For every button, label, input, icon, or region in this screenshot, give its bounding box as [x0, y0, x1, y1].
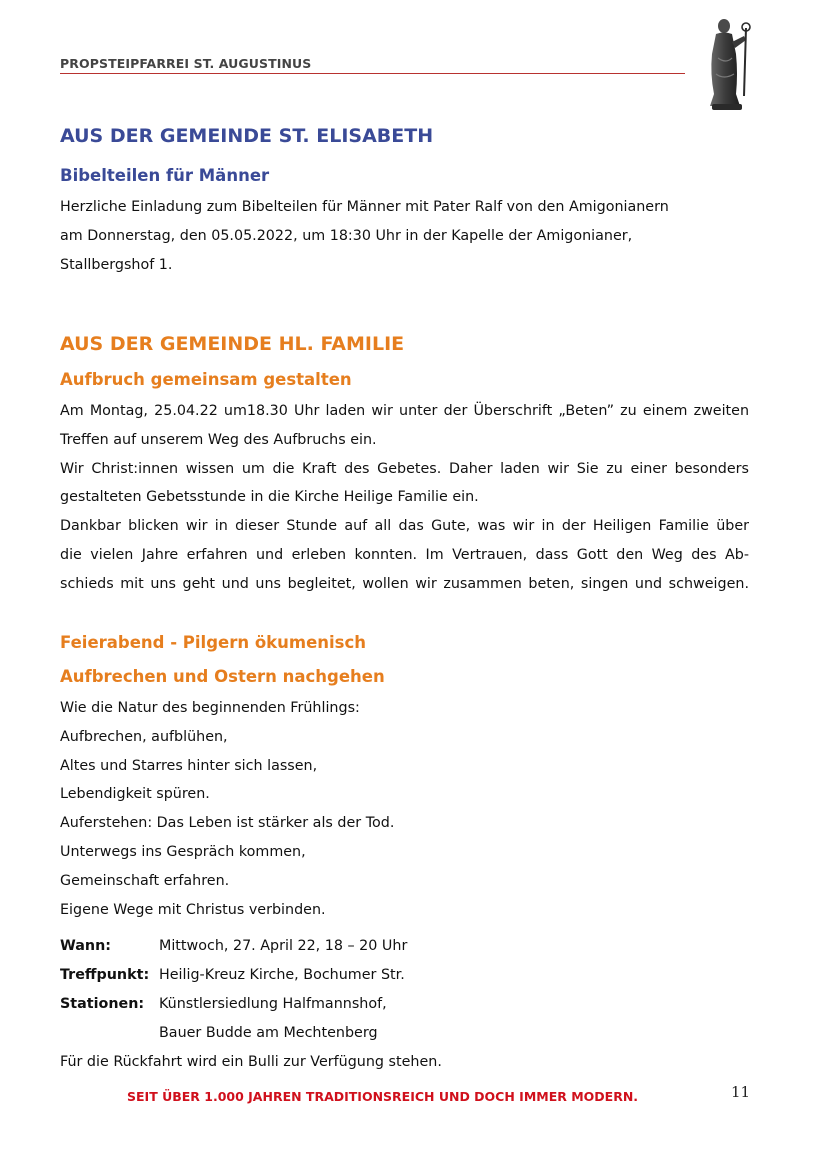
text-line: Altes und Starres hinter sich lassen, [60, 757, 318, 774]
detail-label: Wann: [60, 938, 111, 954]
section-title-st-elisabeth: AUS DER GEMEINDE ST. ELISABETH [60, 125, 434, 147]
text-line: Eigene Wege mit Christus verbinden. [60, 901, 326, 918]
text-line: schieds mit uns geht und uns begleitet, wollen wir zusammen beten, singen und schweigen. [60, 575, 749, 592]
saint-statue-image [702, 14, 762, 116]
subtitle-aufbruch: Aufbruch gemeinsam gestalten [60, 370, 352, 389]
detail-value: Künstlersiedlung Halfmannshof, [159, 996, 387, 1012]
subtitle-ostern: Aufbrechen und Ostern nachgehen [60, 667, 385, 686]
text-line: Herzliche Einladung zum Bibelteilen für Männer mit Pater Ralf von den Amigonianern [60, 199, 669, 215]
text-line: Auferstehen: Das Leben ist stärker als der Tod. [60, 815, 395, 832]
detail-value: Heilig-Kreuz Kirche, Bochumer Str. [159, 967, 405, 983]
text-line: Wir Christ:innen wissen um die Kraft des Gebetes. Daher laden wir Sie zu einer besonders [60, 460, 749, 477]
footer-slogan: SEIT ÜBER 1.000 JAHREN TRADITIONSREICH UND DOCH IMMER MODERN. [127, 1089, 639, 1104]
text-line: Wie die Natur des beginnenden Frühlings: [60, 700, 360, 716]
poem-lines [60, 694, 394, 924]
text-line: gestalteten Gebetsstunde in die Kirche Heilige Familie ein. [60, 489, 479, 506]
detail-value: Mittwoch, 27. April 22, 18 – 20 Uhr [159, 938, 408, 954]
text-line: Am Montag, 25.04.22 um18.30 Uhr laden wir unter der Überschrift „Beten” zu einem zweiten [60, 403, 749, 419]
closing-note: Für die Rückfahrt wird ein Bulli zur Verfügung stehen. [60, 1054, 442, 1070]
text-line: Gemeinschaft erfahren. [60, 872, 230, 889]
text-line: die vielen Jahre erfahren und erleben konnten. Im Vertrauen, dass Gott den Weg des Ab- [60, 546, 749, 563]
text-line: Unterwegs ins Gespräch kommen, [60, 843, 306, 860]
paragraph-bibelteilen [60, 193, 749, 279]
detail-row-stationen [60, 996, 387, 1012]
text-line: Stallbergshof 1. [60, 256, 173, 273]
text-line: Lebendigkeit spüren. [60, 786, 210, 803]
detail-value: Bauer Budde am Mechtenberg [159, 1025, 378, 1041]
subtitle-bibelteilen: Bibelteilen für Männer [60, 166, 270, 185]
text-line: am Donnerstag, den 05.05.2022, um 18:30 Uhr in der Kapelle der Amigonianer, [60, 227, 633, 244]
title-feierabend-pilgern: Feierabend - Pilgern ökumenisch [60, 633, 367, 652]
text-line: Treffen auf unserem Weg des Aufbruchs ein. [60, 431, 377, 448]
section-title-hl-familie: AUS DER GEMEINDE HL. FAMILIE [60, 333, 405, 355]
text-line: Aufbrechen, aufblühen, [60, 728, 228, 745]
text-line: Dankbar blicken wir in dieser Stunde auf all das Gute, was wir in der Heiligen Familie über [60, 518, 749, 535]
detail-row-stationen-cont [60, 1025, 378, 1041]
detail-row-wann [60, 938, 407, 954]
detail-label: Stationen: [60, 996, 145, 1012]
page-number: 11 [731, 1083, 751, 1101]
paragraph-aufbruch [60, 397, 749, 599]
detail-row-treffpunkt [60, 967, 405, 983]
running-header: PROPSTEIPFARREI ST. AUGUSTINUS [60, 56, 685, 74]
detail-label: Treffpunkt: [60, 967, 150, 983]
